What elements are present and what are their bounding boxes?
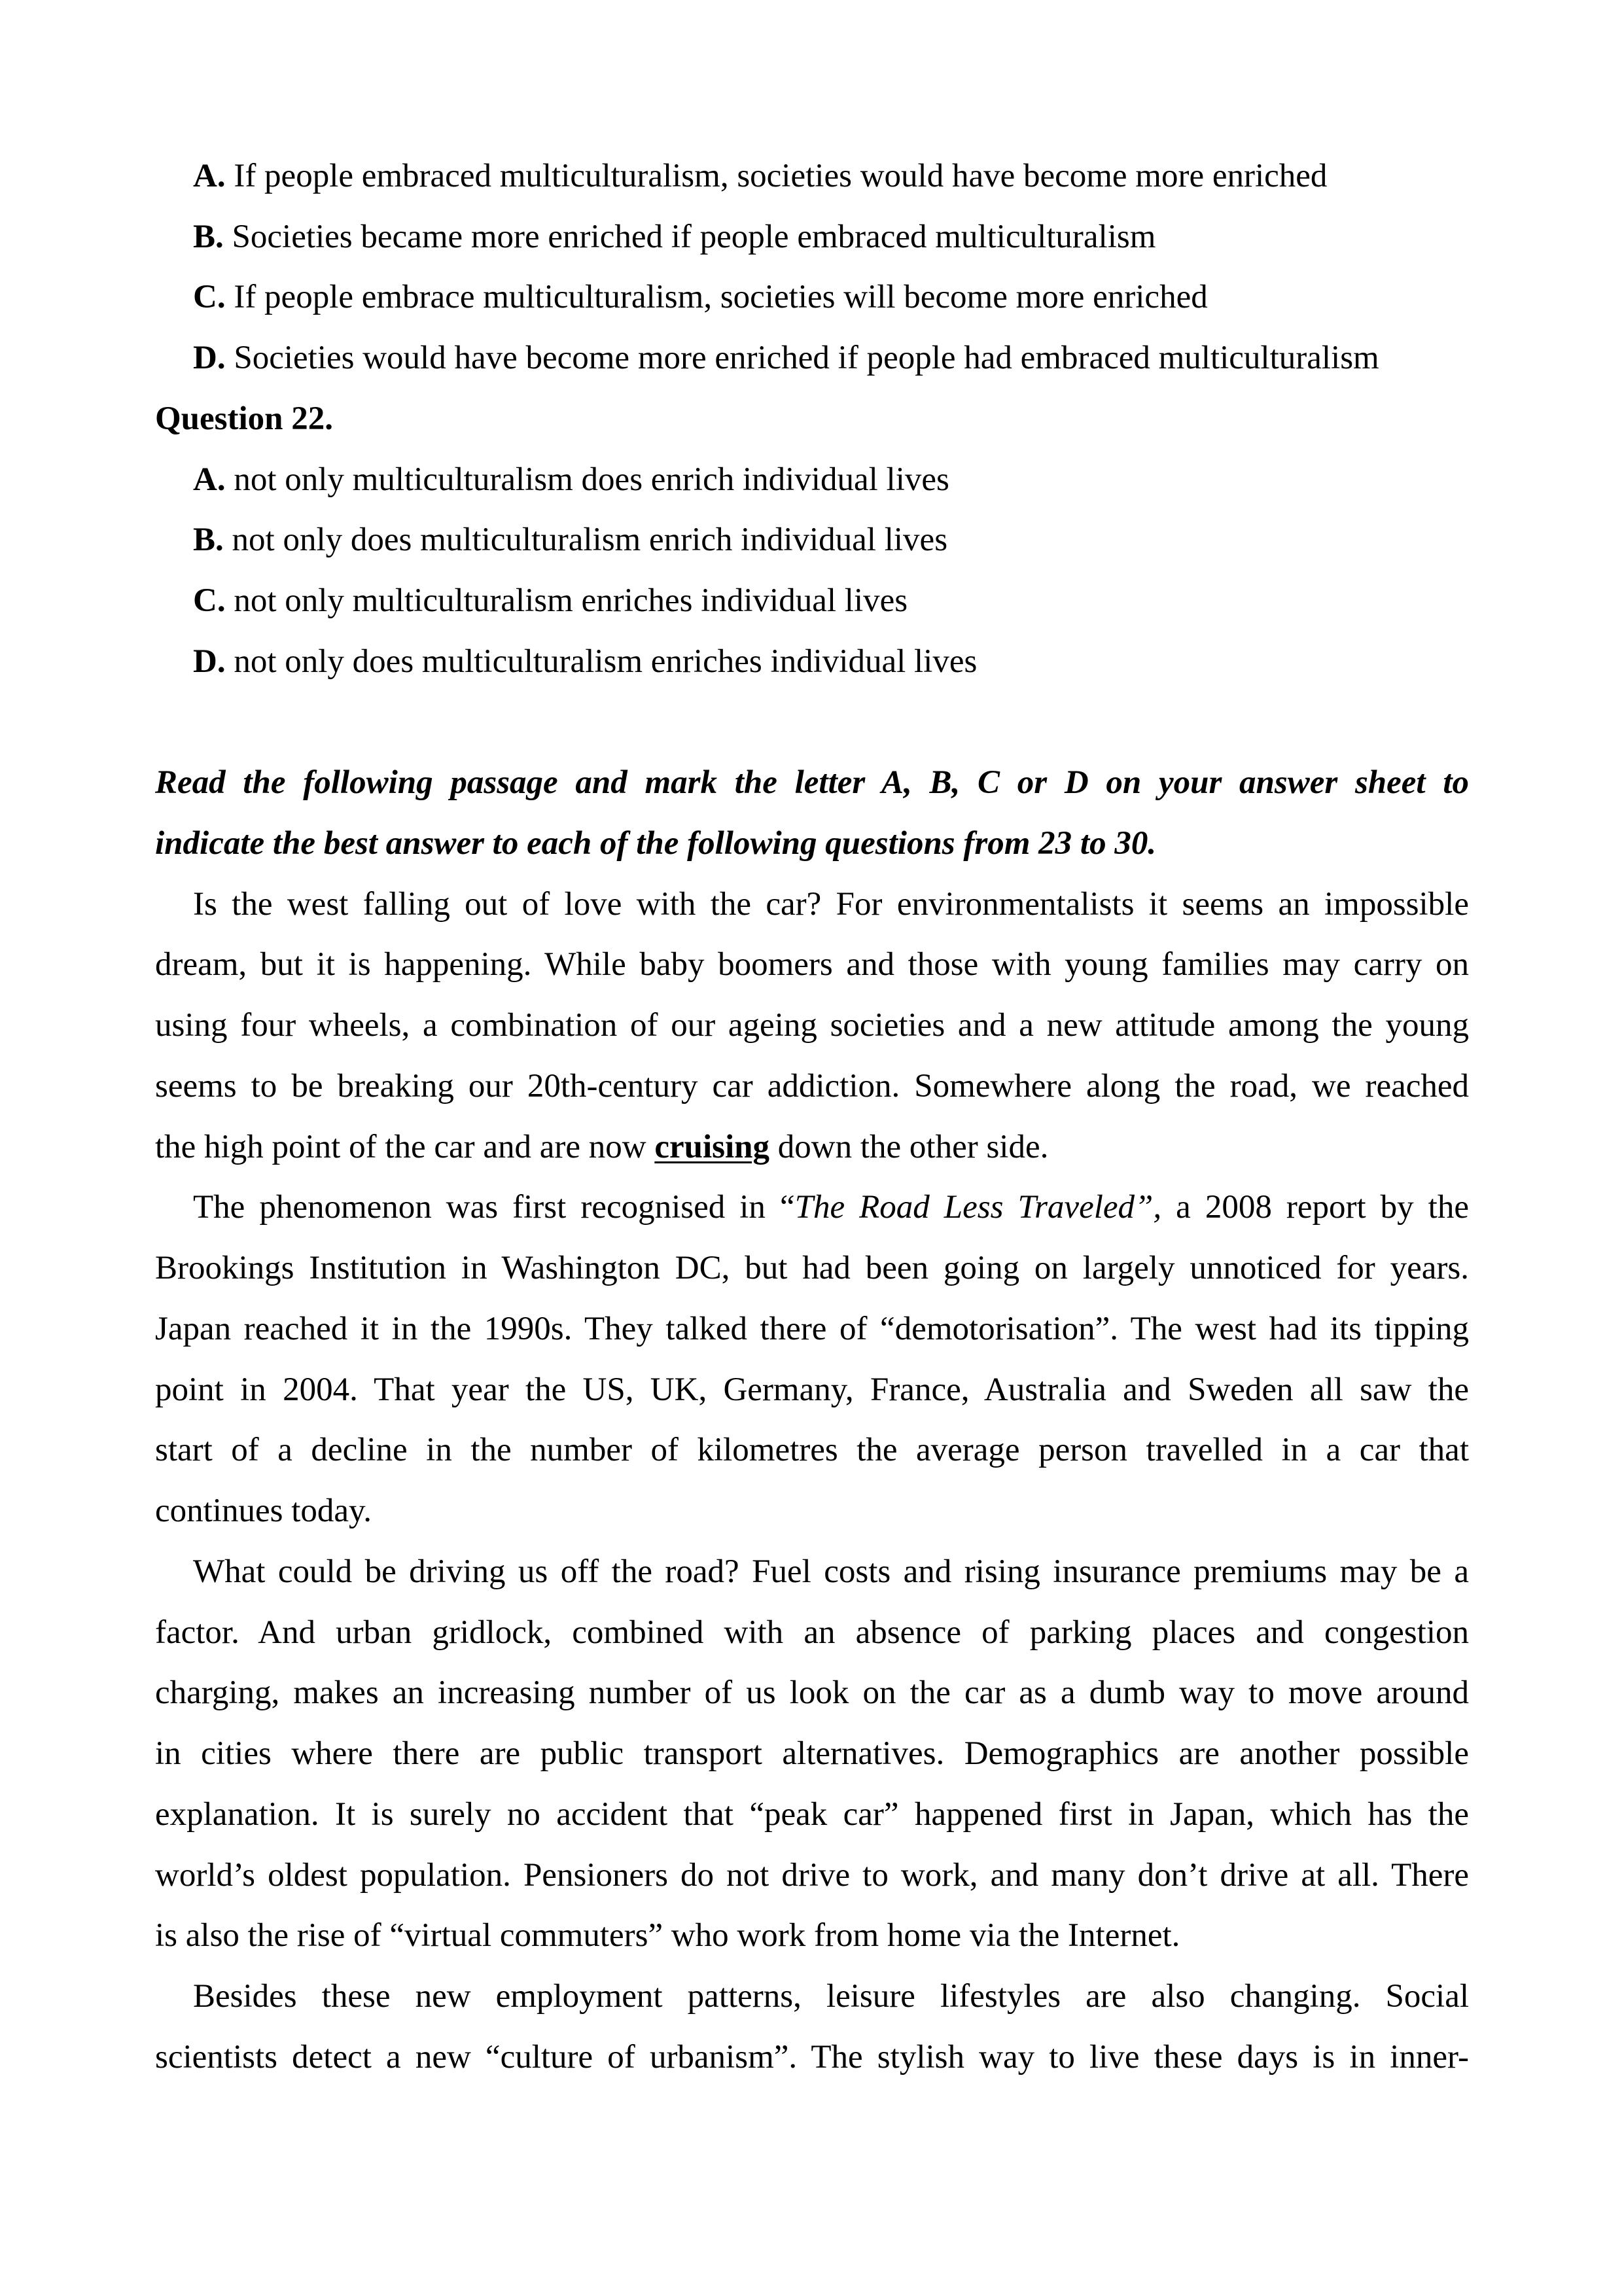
passage-p3-line: charging, makes an increasing number of us look on the car as a dumb way to move around xyxy=(155,1674,1469,1711)
q21-option-d[interactable]: D. Societies would have become more enriched if people had embraced multiculturalism xyxy=(193,340,1379,376)
passage-p3-line: world’s oldest population. Pensioners do not drive to work, and many don’t drive at all. There xyxy=(155,1857,1469,1894)
passage-p4-line: scientists detect a new “culture of urbanism”. The stylish way to live these days is in inner- xyxy=(155,2039,1469,2075)
passage-p2-first-line: The phenomenon was first recognised in “The Road Less Traveled”, a 2008 report by the xyxy=(193,1189,1469,1226)
passage-p1-line: dream, but it is happening. While baby boomers and those with young families may carry on xyxy=(155,946,1469,983)
q22-option-c[interactable]: C. not only multiculturalism enriches individual lives xyxy=(193,582,908,619)
passage-p2-line: Japan reached it in the 1990s. They talked there of “demotorisation”. The west had its tipping xyxy=(155,1311,1469,1347)
passage-p2-line: start of a decline in the number of kilometres the average person travelled in a car that xyxy=(155,1432,1469,1468)
q22-option-a[interactable]: A. not only multiculturalism does enrich individual lives xyxy=(193,461,949,498)
question-22-title: Question 22. xyxy=(155,400,334,437)
passage-p3-line: What could be driving us off the road? Fuel costs and rising insurance premiums may be a xyxy=(193,1553,1469,1590)
passage-p1-line: seems to be breaking our 20th-century car addiction. Somewhere along the road, we reached xyxy=(155,1068,1469,1104)
passage-p3-line: is also the rise of “virtual commuters” who work from home via the Internet. xyxy=(155,1917,1180,1954)
q22-option-d[interactable]: D. not only does multiculturalism enriches individual lives xyxy=(193,643,978,680)
instruction-line-1: Read the following passage and mark the letter A, B, C or D on your answer sheet to xyxy=(155,764,1469,801)
passage-p2-line: point in 2004. That year the US, UK, Germany, France, Australia and Sweden all saw the xyxy=(155,1371,1469,1408)
passage-p3-line: explanation. It is surely no accident that “peak car” happened first in Japan, which has the xyxy=(155,1796,1469,1833)
passage-p2-line: continues today. xyxy=(155,1492,372,1529)
passage-p2-line: Brookings Institution in Washington DC, but had been going on largely unnoticed for years. xyxy=(155,1250,1469,1286)
report-title: The Road Less Traveled”, xyxy=(794,1189,1162,1226)
q22-option-b[interactable]: B. not only does multiculturalism enrich individual lives xyxy=(193,521,948,558)
instruction-line-2: indicate the best answer to each of the following questions from 23 to 30. xyxy=(155,825,1157,862)
q21-option-c[interactable]: C. If people embrace multiculturalism, societies will become more enriched xyxy=(193,279,1208,315)
q21-option-b[interactable]: B. Societies became more enriched if people embraced multiculturalism xyxy=(193,219,1156,255)
keyword-cruising: cruising xyxy=(654,1129,770,1165)
passage-p1-line: Is the west falling out of love with the car? For environmentalists it seems an impossible xyxy=(193,886,1469,923)
passage-p1-last-line: the high point of the car and are now cruising down the other side. xyxy=(155,1129,1049,1165)
passage-p3-line: in cities where there are public transport alternatives. Demographics are another possible xyxy=(155,1735,1469,1772)
passage-p4-line: Besides these new employment patterns, leisure lifestyles are also changing. Social xyxy=(193,1978,1469,2015)
passage-p1-line: using four wheels, a combination of our ageing societies and a new attitude among the young xyxy=(155,1007,1469,1044)
q21-option-a[interactable]: A. If people embraced multiculturalism, societies would have become more enriched xyxy=(193,158,1328,194)
passage-p3-line: factor. And urban gridlock, combined with an absence of parking places and congestion xyxy=(155,1614,1469,1651)
